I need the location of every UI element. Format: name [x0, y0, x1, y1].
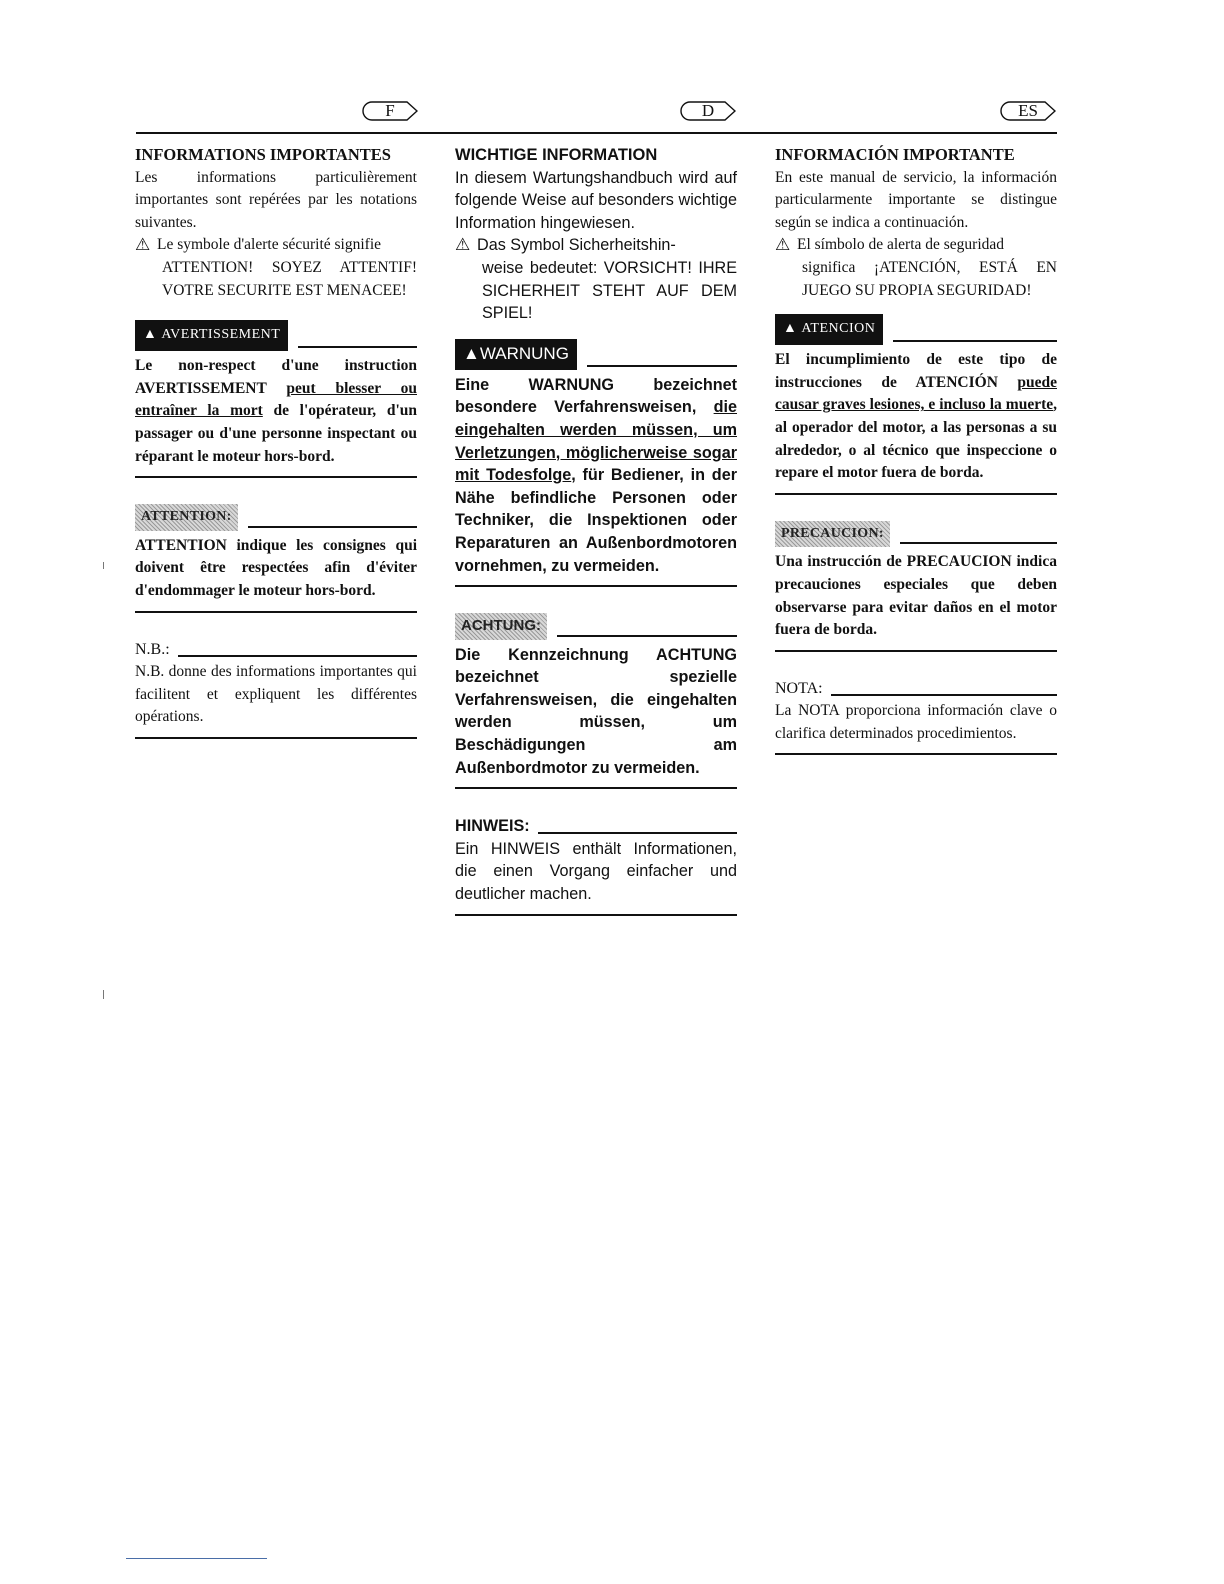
column-german [455, 144, 737, 916]
warning-label-row [775, 314, 1057, 345]
warning-triangle-icon: ⚠ [775, 235, 791, 255]
warning-triangle-icon: ⚠ [455, 235, 471, 255]
note-label: N.B.: [135, 640, 170, 658]
section-divider [775, 753, 1057, 755]
warning-text [775, 349, 1057, 485]
caution-label-row [455, 613, 737, 640]
warning-badge [775, 314, 883, 345]
alert-symbol-line [775, 234, 1057, 257]
alert-text: Das Symbol Sicherheitshin- [477, 236, 676, 255]
warning-text-underlined: peut blesser ou entraîner la mort [135, 379, 417, 420]
caution-label-row [775, 521, 1057, 548]
warning-text-start: Le non-respect d'une instruction AVERTISSEMENT [135, 357, 417, 397]
label-rule [557, 634, 737, 637]
note-text: N.B. donne des informations importantes qui facilitent et expliquent les différentes opérations. [135, 663, 417, 726]
note-text: La NOTA proporciona información clave o clarifica determinados procedimientos. [775, 702, 1057, 742]
margin-mark [103, 562, 104, 569]
section-title: INFORMATIONS IMPORTANTES [135, 145, 391, 164]
warning-triangle-icon: ▲ [783, 321, 802, 337]
header-rule [136, 132, 1057, 134]
warning-text-end: , für Bediener, in der Nähe befindliche Personen oder Techniker, die Inspektionen oder Reparaturen an Außenbordmotoren vornehmen, zu vermeiden. [455, 466, 737, 575]
alert-text-continued: weise bedeutet: VORSICHT! IHRE SICHERHEIT STEHT AUF DEM SPIEL! [482, 258, 737, 323]
note-label-row [135, 639, 417, 662]
warning-triangle-icon: ⚠ [135, 235, 151, 255]
section-title: WICHTIGE INFORMATION [455, 146, 658, 164]
label-rule [893, 339, 1057, 342]
warning-text-end: , al operador del motor, a las personas a su alrededor, o al técnico que inspeccione o repare el motor fuera de borda. [775, 396, 1057, 482]
lang-badge-label: ES [1018, 101, 1038, 120]
section-title: INFORMACIÓN IMPORTANTE [775, 145, 1015, 164]
lang-badge-de [680, 101, 736, 121]
caution-text: Una instrucción de PRECAUCION indica precauciones especiales que deben observarse para evitar daños en el motor fuera de borda. [775, 553, 1057, 639]
section-divider [775, 650, 1057, 652]
margin-mark [103, 990, 104, 999]
alert-text: Le symbole d'alerte sécurité signifie [157, 236, 382, 254]
warning-text-underlined: puede causar graves lesiones, e incluso la muerte [775, 373, 1057, 414]
label-rule [298, 345, 417, 348]
note-label-row [775, 678, 1057, 701]
warning-text-start: Eine WARNUNG bezeichnet besondere Verfahrensweisen, [455, 375, 737, 417]
caution-badge: ACHTUNG: [455, 613, 547, 640]
lang-badge-label: F [385, 101, 395, 120]
warning-badge-label: ATENCION [801, 321, 876, 337]
warning-text-end: de l'opérateur, d'un passager ou d'une personne inspectant ou réparant le moteur hors-bord. [135, 402, 417, 465]
section-divider [455, 585, 737, 587]
label-rule [538, 831, 737, 834]
label-rule [178, 654, 417, 657]
warning-text [455, 374, 737, 577]
lang-badge-fr [362, 101, 418, 121]
warning-text-start: El incumplimiento de este tipo de instrucciones de ATENCIÓN [775, 351, 1057, 391]
column-french [135, 144, 417, 739]
intro-text: In diesem Wartungshandbuch wird auf folgende Weise auf besonders wichtige Information hingewiesen. [455, 168, 737, 232]
label-rule [248, 525, 417, 528]
warning-triangle-icon: ▲ [143, 327, 162, 343]
intro-text: Les informations particulièrement importantes sont repérées par les notations suivantes. [135, 168, 417, 231]
label-rule [900, 541, 1057, 544]
section-divider [135, 611, 417, 613]
section-divider [135, 476, 417, 478]
note-label-row [455, 815, 737, 838]
note-label: NOTA: [775, 679, 823, 697]
warning-label-row [455, 339, 737, 370]
warning-badge-label: WARNUNG [479, 343, 569, 363]
warning-text [135, 355, 417, 468]
warning-badge [135, 320, 288, 351]
section-divider [135, 737, 417, 739]
alert-text: El símbolo de alerta de seguridad [797, 236, 1005, 254]
alert-text-continued: significa ¡ATENCIÓN, ESTÁ EN JUEGO SU PROPIA SEGURIDAD! [802, 258, 1057, 299]
alert-symbol-line [455, 234, 737, 257]
intro-text: En este manual de servicio, la información particularmente importante se distingue según se indica a continuación. [775, 168, 1057, 231]
section-divider [455, 914, 737, 916]
alert-symbol-line [135, 234, 417, 257]
lang-badge-label: D [701, 101, 715, 120]
section-divider [455, 787, 737, 789]
note-label: HINWEIS: [455, 817, 530, 836]
caution-text: Die Kennzeichnung ACHTUNG bezeichnet spezielle Verfahrensweisen, die eingehalten werden müssen, um Beschädigungen am Außenbordmotor zu vermeiden. [455, 645, 737, 777]
warning-label-row [135, 320, 417, 351]
lang-badge-es [1000, 101, 1056, 121]
note-text: Ein HINWEIS enthält Informationen, die einen Vorgang einfacher und deutlicher machen. [455, 839, 737, 904]
footer-rule [126, 1558, 267, 1559]
section-divider [775, 493, 1057, 495]
warning-badge [455, 339, 577, 370]
column-spanish [775, 144, 1057, 755]
label-rule [831, 693, 1057, 696]
warning-triangle-icon: ▲ [463, 343, 480, 363]
warning-badge-label: AVERTISSEMENT [161, 327, 281, 343]
warning-text-underlined: die eingehalten werden müssen, um Verletzungen, möglicherweise sogar mit Todesfolge [455, 398, 737, 485]
caution-badge: PRECAUCION: [775, 521, 890, 548]
label-rule [587, 364, 737, 367]
caution-label-row [135, 504, 417, 531]
caution-badge: ATTENTION: [135, 504, 238, 531]
caution-text: ATTENTION indique les consignes qui doivent être respectées afin d'éviter d'endommager le moteur hors-bord. [135, 536, 417, 599]
alert-text-continued: ATTENTION! SOYEZ ATTENTIF! VOTRE SECURITE EST MENACEE! [162, 258, 417, 299]
